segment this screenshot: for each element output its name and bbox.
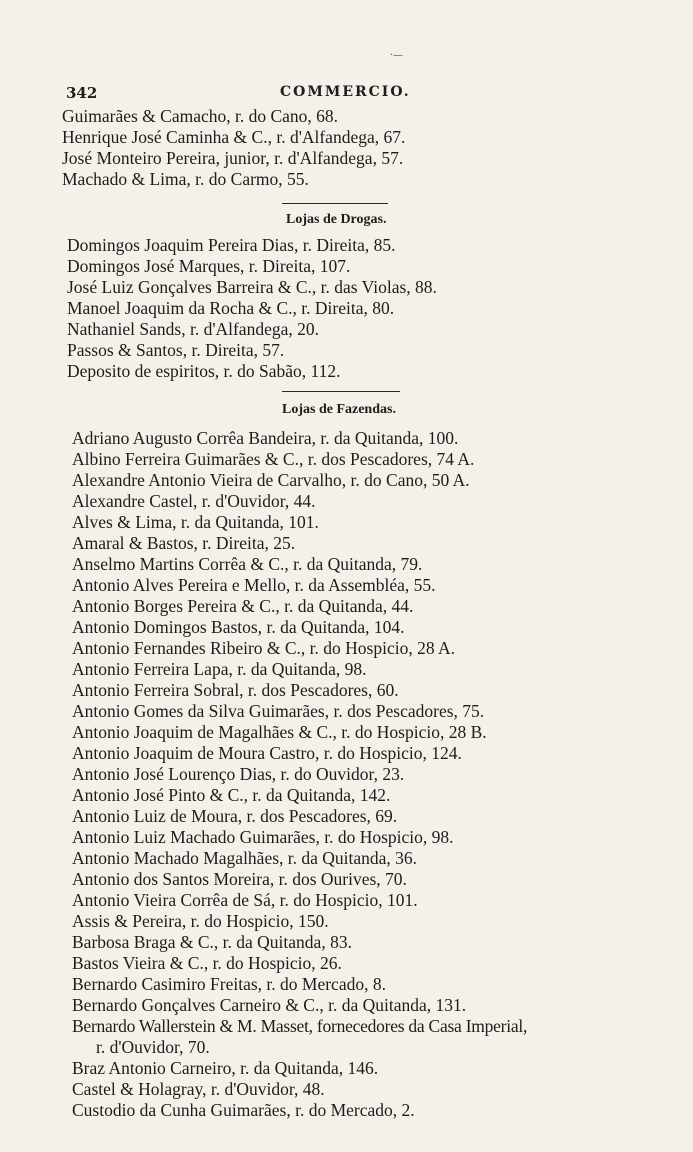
listing-entry: Manoel Joaquim da Rocha & C., r. Direita, 80. (67, 298, 395, 318)
listing-entry: Alexandre Castel, r. d'Ouvidor, 44. (72, 491, 316, 511)
running-head: COMMERCIO. (280, 84, 411, 100)
listing-entry: Antonio Machado Magalhães, r. da Quitanda, 36. (72, 848, 418, 868)
listing-entry: Antonio Gomes da Silva Guimarães, r. dos Pescadores, 75. (72, 701, 485, 721)
section-divider (282, 203, 388, 204)
listing-entry: Bernardo Casimiro Freitas, r. do Mercado, 8. (72, 974, 386, 994)
top-mark: ·— (390, 50, 404, 61)
listing-entry: Antonio José Pinto & C., r. da Quitanda, 142. (72, 785, 391, 805)
listing-entry: Adriano Augusto Corrêa Bandeira, r. da Quitanda, 100. (72, 428, 459, 448)
listing-entry: Domingos Joaquim Pereira Dias, r. Direita, 85. (67, 235, 396, 255)
listing-entry: Antonio Luiz Machado Guimarães, r. do Hospicio, 98. (72, 827, 454, 847)
listing-entry: Antonio Vieira Corrêa de Sá, r. do Hospicio, 101. (72, 890, 418, 910)
listing-entry: Antonio Fernandes Ribeiro & C., r. do Hospicio, 28 A. (72, 638, 456, 658)
listing-entry: Bastos Vieira & C., r. do Hospicio, 26. (72, 953, 342, 973)
listing-entry: Antonio Domingos Bastos, r. da Quitanda, 104. (72, 617, 405, 637)
listing-entry: Passos & Santos, r. Direita, 57. (67, 340, 285, 360)
listing-entry: José Luiz Gonçalves Barreira & C., r. das Violas, 88. (67, 277, 437, 297)
section-heading-fazendas: Lojas de Fazendas. (282, 402, 396, 417)
listing-entry: Anselmo Martins Corrêa & C., r. da Quitanda, 79. (72, 554, 423, 574)
page-header (66, 84, 586, 106)
listing-entry: Amaral & Bastos, r. Direita, 25. (72, 533, 296, 553)
listing-entry: Alexandre Antonio Vieira de Carvalho, r. do Cano, 50 A. (72, 470, 470, 490)
listing-entry: Nathaniel Sands, r. d'Alfandega, 20. (67, 319, 319, 339)
listing-entry: Barbosa Braga & C., r. da Quitanda, 83. (72, 932, 352, 952)
page-number: 342 (66, 84, 98, 102)
listing-entry: Castel & Holagray, r. d'Ouvidor, 48. (72, 1079, 325, 1099)
listing-entry: Henrique José Caminha & C., r. d'Alfandega, 67. (62, 127, 406, 147)
listing-entry: Guimarães & Camacho, r. do Cano, 68. (62, 106, 339, 126)
listing-entry: Deposito de espiritos, r. do Sabão, 112. (67, 361, 341, 381)
listing-entry: Antonio Ferreira Lapa, r. da Quitanda, 98. (72, 659, 367, 679)
section-heading-drogas: Lojas de Drogas. (286, 212, 387, 227)
listing-entry: Antonio Joaquim de Magalhães & C., r. do Hospicio, 28 B. (72, 722, 487, 742)
listing-entry-continuation: r. d'Ouvidor, 70. (96, 1037, 210, 1057)
listing-entry: Custodio da Cunha Guimarães, r. do Mercado, 2. (72, 1100, 415, 1120)
listing-entry: Antonio Luiz de Moura, r. dos Pescadores, 69. (72, 806, 398, 826)
listing-entry: Braz Antonio Carneiro, r. da Quitanda, 146. (72, 1058, 379, 1078)
section-divider (282, 391, 400, 392)
listing-entry: Domingos José Marques, r. Direita, 107. (67, 256, 351, 276)
listing-entry: Antonio Alves Pereira e Mello, r. da Assembléa, 55. (72, 575, 436, 595)
listing-entry: Antonio Borges Pereira & C., r. da Quitanda, 44. (72, 596, 414, 616)
listing-entry: Bernardo Wallerstein & M. Masset, fornecedores da Casa Imperial, (72, 1016, 528, 1036)
listing-entry: Alves & Lima, r. da Quitanda, 101. (72, 512, 319, 532)
listing-entry: José Monteiro Pereira, junior, r. d'Alfandega, 57. (62, 148, 404, 168)
listing-entry: Antonio José Lourenço Dias, r. do Ouvidor, 23. (72, 764, 405, 784)
listing-entry: Bernardo Gonçalves Carneiro & C., r. da Quitanda, 131. (72, 995, 467, 1015)
listing-entry: Albino Ferreira Guimarães & C., r. dos Pescadores, 74 A. (72, 449, 475, 469)
listing-entry: Antonio dos Santos Moreira, r. dos Ourives, 70. (72, 869, 407, 889)
listing-entry: Machado & Lima, r. do Carmo, 55. (62, 169, 309, 189)
listing-entry: Antonio Ferreira Sobral, r. dos Pescadores, 60. (72, 680, 399, 700)
listing-entry: Antonio Joaquim de Moura Castro, r. do Hospicio, 124. (72, 743, 462, 763)
listing-entry: Assis & Pereira, r. do Hospicio, 150. (72, 911, 329, 931)
